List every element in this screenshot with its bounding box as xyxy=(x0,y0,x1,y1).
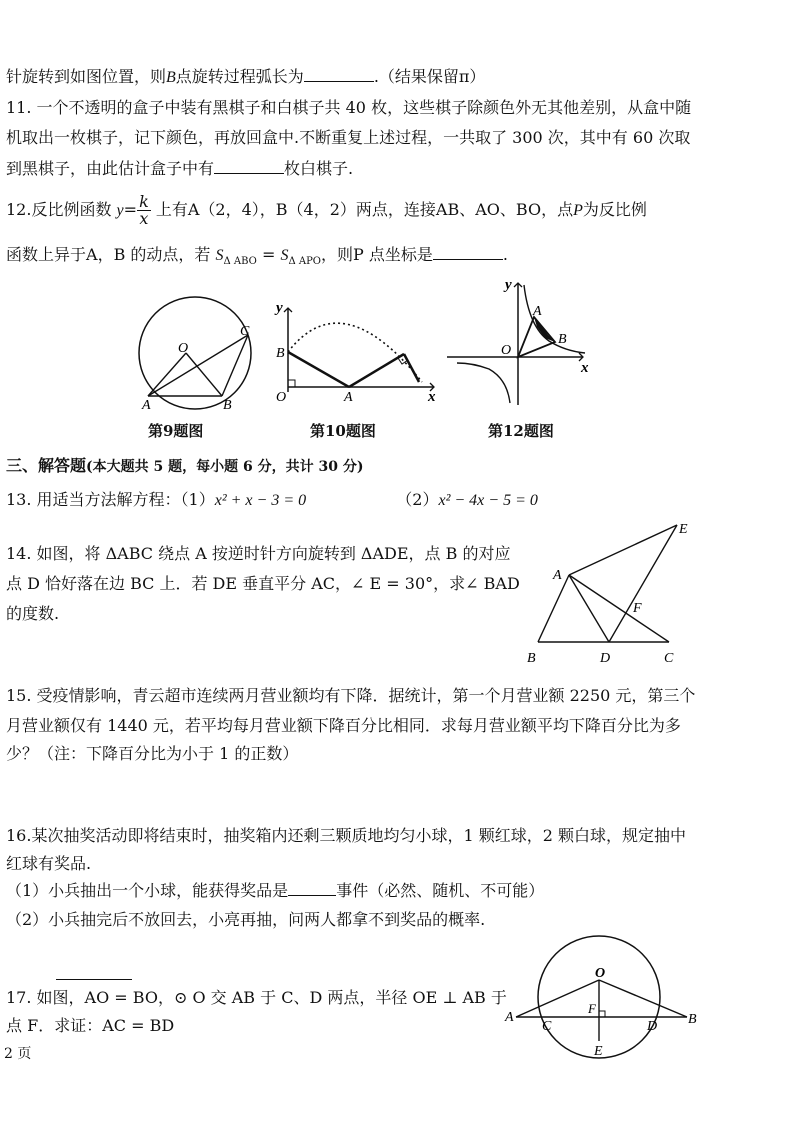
section3-header xyxy=(6,456,363,477)
figure-10 xyxy=(272,302,442,412)
q12-y: y xyxy=(116,202,124,219)
q12-point-b: B（4，2）两点，连接 xyxy=(275,200,436,219)
q15-line2: 月营业额仅有 1440 元，若平均每月营业额下降百分比相同．求每月营业额平均下降百分比为多 xyxy=(6,716,681,735)
q12-s1: S xyxy=(215,247,224,264)
q12-prefix: 12.反比例函数 xyxy=(6,200,112,219)
q16-answer-blank[interactable] xyxy=(288,880,336,896)
q14-line1: 14. 如图，将 ΔABC 绕点 A 按逆时针方向旋转到 ΔADE，点 B 的对应 xyxy=(6,544,511,563)
fig12-curve-q3 xyxy=(457,363,510,403)
fig9-label-a: A xyxy=(142,398,151,413)
fig9-line xyxy=(148,335,248,396)
fig9-circle xyxy=(139,297,251,409)
figure-14 xyxy=(522,515,702,670)
fig12-label-x: x xyxy=(581,360,589,376)
fig14-label-d: D xyxy=(600,651,611,666)
fig17-label-c: C xyxy=(542,1019,552,1034)
q12-text2: A，B 的动点，若 xyxy=(86,245,211,264)
section3-title: 三、解答题 xyxy=(6,456,87,475)
fig14-label-a: A xyxy=(553,568,562,583)
page-footer xyxy=(0,1044,31,1064)
fig14-ad xyxy=(569,575,609,642)
figure-17 xyxy=(502,925,707,1060)
fig14-ab xyxy=(538,575,569,642)
q14-line3: 的度数. xyxy=(6,604,60,623)
q12-answer-blank[interactable] xyxy=(433,244,503,260)
fig17-oa xyxy=(516,980,599,1017)
fig14-ac xyxy=(569,575,669,642)
q11-line2: 机取出一枚棋子，记下颜色，再放回盒中.不断重复上述过程，一共取了 300 次，其中有 60 次取 xyxy=(6,128,691,147)
q12-mid: 上有 xyxy=(155,200,188,219)
fig17-label-f: F xyxy=(588,1001,596,1016)
fig14-label-f: F xyxy=(633,601,642,616)
fig10-right-angle xyxy=(288,380,295,387)
q11-text2: 枚白棋子. xyxy=(284,159,354,178)
fig17-ob xyxy=(599,980,687,1017)
fig9-label-c: C xyxy=(240,324,250,339)
fig10-label-y: y xyxy=(276,300,283,316)
fig17-right-angle xyxy=(599,1011,605,1017)
page-number: 2 页 xyxy=(4,1046,32,1062)
fig17-label-e: E xyxy=(594,1044,603,1059)
q12-s2-sub: Δ APO xyxy=(288,256,322,268)
q10-tail xyxy=(6,66,485,88)
q16-text: （1）小兵抽出一个小球，能获得奖品是 xyxy=(6,881,289,900)
q12-point-a: A（2，4）， xyxy=(187,200,276,219)
q12-frac-num: k xyxy=(139,192,149,211)
q12-s1-sub: Δ ABO xyxy=(223,256,257,268)
q12-text5: . xyxy=(502,245,508,264)
q10-text3: .（结果保留π） xyxy=(373,67,486,86)
figure-12 xyxy=(445,275,595,410)
q13-prefix: 13. 用适当方法解方程：（1） xyxy=(6,490,215,509)
fig10-label-b: B xyxy=(276,346,285,361)
q12-frac-den: x xyxy=(139,209,149,228)
q16-line2: 红球有奖品. xyxy=(6,854,92,873)
q12-tail: 为反比例 xyxy=(582,200,647,219)
fig14-label-b: B xyxy=(527,651,536,666)
q15-line1: 15. 受疫情影响，青云超市连续两月营业额均有下降．据统计，第一个月营业额 2250 元，第三个 xyxy=(6,686,696,705)
q13-eq1: x² + x − 3 = 0 xyxy=(214,492,307,509)
q10-text: 针旋转到如图位置，则 xyxy=(6,67,167,86)
q12-fraction xyxy=(137,194,151,227)
q12-s2: S xyxy=(280,247,289,264)
fig12-label-y: y xyxy=(505,277,512,293)
q13-label2: （2） xyxy=(396,490,439,509)
q17-line1: 17. 如图，AO = BO，⊙ O 交 AB 于 C、D 两点，半径 OE ⊥ AB 于 xyxy=(6,988,507,1007)
q16-text2: 事件（必然、随机、不可能） xyxy=(336,881,545,900)
fig10-caption: 第10题图 xyxy=(310,422,376,440)
fig9-label-b: B xyxy=(223,398,232,413)
fig9-line xyxy=(222,335,248,396)
fig10-segment xyxy=(349,354,404,387)
fig10-dotted-arc xyxy=(288,323,422,382)
q12-text: 函数上异于 xyxy=(6,245,87,264)
fig9-line xyxy=(186,353,222,396)
fig9-caption: 第9题图 xyxy=(148,422,204,440)
q14-line2: 点 D 恰好落在边 BC 上．若 DE 垂直平分 AC，∠ E = 30°，求∠ BAD xyxy=(6,574,520,593)
fig17-label-a: A xyxy=(505,1010,514,1025)
fig12-label-a: A xyxy=(533,304,542,319)
fig10-segment xyxy=(288,352,349,387)
fig14-label-e: E xyxy=(679,522,688,537)
q10-text2: 点旋转过程弧长为 xyxy=(175,67,304,86)
q13-eq2: x² − 4x − 5 = 0 xyxy=(438,492,538,509)
q17-line2: 点 F．求证：AC = BD xyxy=(6,1016,175,1035)
q15-line3: 少？（注：下降百分比为小于 1 的正数） xyxy=(6,744,299,763)
q11-text: 到黑棋子，由此估计盒子中有 xyxy=(6,159,215,178)
q12-segments: AB、AO、BO，点 xyxy=(435,200,574,219)
fig9-line xyxy=(148,353,186,396)
q13 xyxy=(6,490,538,511)
figure-9 xyxy=(130,295,260,415)
fig12-label-b: B xyxy=(558,332,567,347)
q12-text3: ，则 xyxy=(321,245,354,264)
section3-note: (本大题共 5 题，每小题 6 分，共计 30 分) xyxy=(86,459,364,475)
fig12-caption: 第12题图 xyxy=(488,422,554,440)
fig10-label-a: A xyxy=(344,390,353,405)
fig10-label-o: O xyxy=(276,390,287,405)
fig10-label-x: x xyxy=(428,389,436,405)
q12-p: P xyxy=(573,202,583,219)
q11-line3 xyxy=(6,158,353,179)
q10-point-b: B xyxy=(166,69,176,86)
q16-line4: （2）小兵抽完后不放回去，小亮再抽，问两人都拿不到奖品的概率. xyxy=(6,910,486,929)
fig10-segment xyxy=(404,354,419,382)
q16-line1: 16.某次抽奖活动即将结束时，抽奖箱内还剩三颗质地均匀小球，1 颗红球，2 颗白球，规定抽中 xyxy=(6,826,686,845)
fig17-label-d: D xyxy=(647,1019,658,1034)
q10-answer-blank[interactable] xyxy=(304,66,374,82)
fig17-label-b: B xyxy=(688,1012,697,1027)
q11-line1: 11. 一个不透明的盒子中装有黑棋子和白棋子共 40 枚，这些棋子除颜色外无其他差别，从盒中随 xyxy=(6,98,692,117)
fig14-label-c: C xyxy=(664,651,674,666)
fig9-label-o: O xyxy=(178,341,189,356)
q11-answer-blank[interactable] xyxy=(214,158,284,174)
fig14-ae xyxy=(569,525,677,575)
q16-line3 xyxy=(6,880,544,901)
fig12-label-o: O xyxy=(501,343,512,358)
fig17-label-o: O xyxy=(595,966,606,981)
q12-eq: = xyxy=(123,200,138,219)
q12-line1 xyxy=(6,192,647,229)
q12-line2: 函数上异于A，B 的动点，若 $S_{\Delta ABO} = S_{\Delta APO}$，则P 点坐标是 . xyxy=(6,245,508,268)
q17-rule xyxy=(56,979,132,980)
q12-text4: P 点坐标是 xyxy=(353,245,433,264)
